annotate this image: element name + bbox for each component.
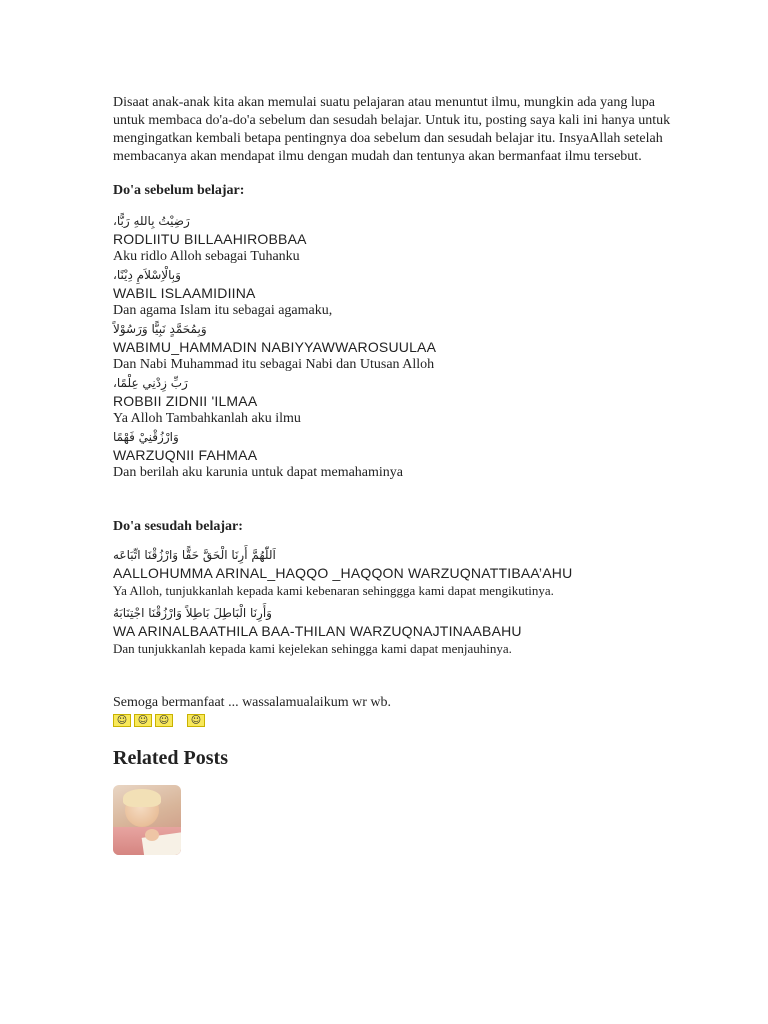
emoticon-icon: ☺	[134, 714, 152, 727]
transliteration-line: WARZUQNII FAHMAA	[113, 447, 258, 463]
emoticon-icon: ☺	[113, 714, 131, 727]
after-study-heading: Do'a sesudah belajar:	[113, 519, 243, 534]
meaning-line: Dan agama Islam itu sebagai agamaku,	[113, 303, 333, 318]
meaning-line: Dan berilah aku karunia untuk dapat memahaminya	[113, 465, 404, 480]
before-study-heading: Do'a sebelum belajar:	[113, 183, 245, 198]
transliteration-line: RODLIITU BILLAAHIROBBAA	[113, 231, 307, 247]
arabic-line: اَللّٰهُمَّ أَرِنَا الْحَقَّ حَقًّا وَارْزُقْنَا اتِّبَاعَه	[113, 548, 276, 562]
arabic-line: رَضِيْتُ بِاللهِ رَبًّا،	[113, 214, 190, 228]
meaning-line: Aku ridlo Alloh sebagai Tuhanku	[113, 249, 300, 264]
related-posts-heading: Related Posts	[113, 747, 228, 769]
transliteration-line: WA ARINALBAATHILA BAA-THILAN WARZUQNAJTINAABAHU	[113, 623, 522, 639]
transliteration-line: WABIL ISLAAMIDIINA	[113, 285, 256, 301]
arabic-line: وَارْزُقْنِيْ فَهْمًا	[113, 430, 179, 444]
arabic-line: وَأَرِنَا الْبَاطِلَ بَاطِلاً وَارْزُقْنَا اجْتِنَابَهُ	[113, 606, 272, 620]
meaning-line: Dan Nabi Muhammad itu sebagai Nabi dan Utusan Alloh	[113, 357, 435, 372]
transliteration-line: ROBBII ZIDNII 'ILMAA	[113, 393, 258, 409]
related-post-thumbnail[interactable]	[113, 785, 181, 855]
transliteration-line: AALLOHUMMA ARINAL_HAQQO _HAQQON WARZUQNATTIBAA’AHU	[113, 565, 573, 581]
closing-text: Semoga bermanfaat ... wassalamualaikum wr wb.	[113, 695, 391, 710]
emoticon-icon: ☺	[187, 714, 205, 727]
before-study-prayer	[113, 212, 673, 482]
arabic-line: وَبِالْاِسْلاَمِ دِيْنًا،	[113, 268, 181, 282]
arabic-line: وَبِمُحَمَّدٍ نَبِيًّا وَرَسُوْلاً	[113, 322, 207, 336]
emoticon-icon: ☺	[155, 714, 173, 727]
article-body	[113, 94, 673, 855]
after-study-prayer	[113, 546, 673, 658]
emoticon-row	[113, 714, 673, 727]
arabic-line: رَبِّ زِدْنِي عِلْمًا،	[113, 376, 188, 390]
transliteration-line: WABIMU_HAMMADIN NABIYYAWWAROSUULAA	[113, 339, 437, 355]
meaning-line: Ya Alloh Tambahkanlah aku ilmu	[113, 411, 301, 426]
meaning-line: Dan tunjukkanlah kepada kami kejelekan sehingga kami dapat menjauhinya.	[113, 641, 512, 656]
meaning-line: Ya Alloh, tunjukkanlah kepada kami kebenaran sehinggga kami dapat mengikutinya.	[113, 583, 554, 598]
intro-paragraph: Disaat anak-anak kita akan memulai suatu pelajaran atau menuntut ilmu, mungkin ada yang lupa untuk membaca do'a-do'a sebelum dan sesudah belajar. Untuk itu, posting saya kali ini hanya untuk mengingatkan kembali betapa pentingnya doa sebelum dan sesudah belajar itu. InsyaAllah setelah membacanya akan mendapat ilmu dengan mudah dan tentunya akan bermanfaat ilmu tersebut.	[113, 95, 671, 164]
